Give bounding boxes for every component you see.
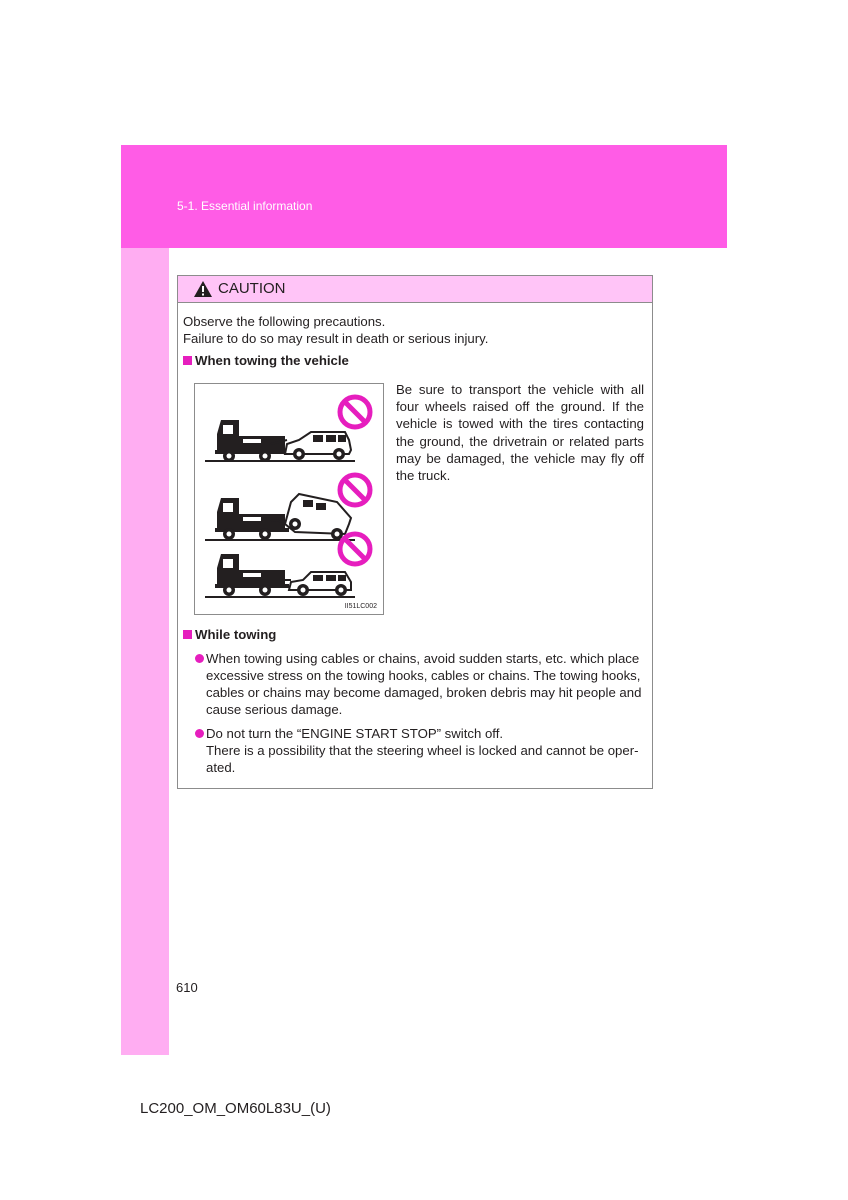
header-band: [121, 145, 727, 248]
towing-vehicle-text: Be sure to transport the vehicle with all four wheels raised off the ground. If the vehicle is towed with the tires contacting the ground, the drivetrain or related parts may be damaged, the vehicle may fly off the truck.: [396, 382, 644, 484]
bullet-1-line-3: cables or chains may become damaged, broken debris may hit people and: [206, 685, 642, 700]
caution-header: [178, 276, 652, 303]
bullet-1-line-4: cause serious damage.: [206, 702, 343, 717]
section-title: 5-1. Essential information: [177, 199, 313, 213]
round-bullet-icon: [195, 729, 204, 738]
caution-title: CAUTION: [218, 280, 286, 297]
bullet-1-line-1: When towing using cables or chains, avoid sudden starts, etc. which place: [195, 650, 639, 667]
figure-code: II51LC002: [344, 603, 377, 610]
warning-triangle-icon: [193, 280, 213, 298]
footer-code: LC200_OM_OM60L83U_(U): [140, 1100, 331, 1117]
side-band: [121, 248, 169, 1055]
caution-box: [177, 275, 653, 789]
square-bullet-icon: [183, 630, 192, 639]
round-bullet-icon: [195, 654, 204, 663]
towing-vehicle-heading: When towing the vehicle: [183, 352, 349, 369]
square-bullet-icon: [183, 356, 192, 365]
towing-illustration: [194, 383, 384, 615]
page-number: 610: [176, 980, 198, 995]
bullet-2-line-3: ated.: [206, 760, 236, 775]
bullet-2-line-1: Do not turn the “ENGINE START STOP” switch off.: [195, 725, 503, 742]
intro-line-1: Observe the following precautions.: [183, 314, 386, 329]
bullet-2-line-2: There is a possibility that the steering wheel is locked and cannot be oper-: [206, 743, 639, 758]
intro-line-2: Failure to do so may result in death or serious injury.: [183, 331, 489, 346]
tow-truck-illustration: [195, 384, 383, 614]
bullet-1-line-2: excessive stress on the towing hooks, cables or chains. The towing hooks,: [206, 668, 641, 683]
while-towing-heading: While towing: [183, 626, 276, 643]
